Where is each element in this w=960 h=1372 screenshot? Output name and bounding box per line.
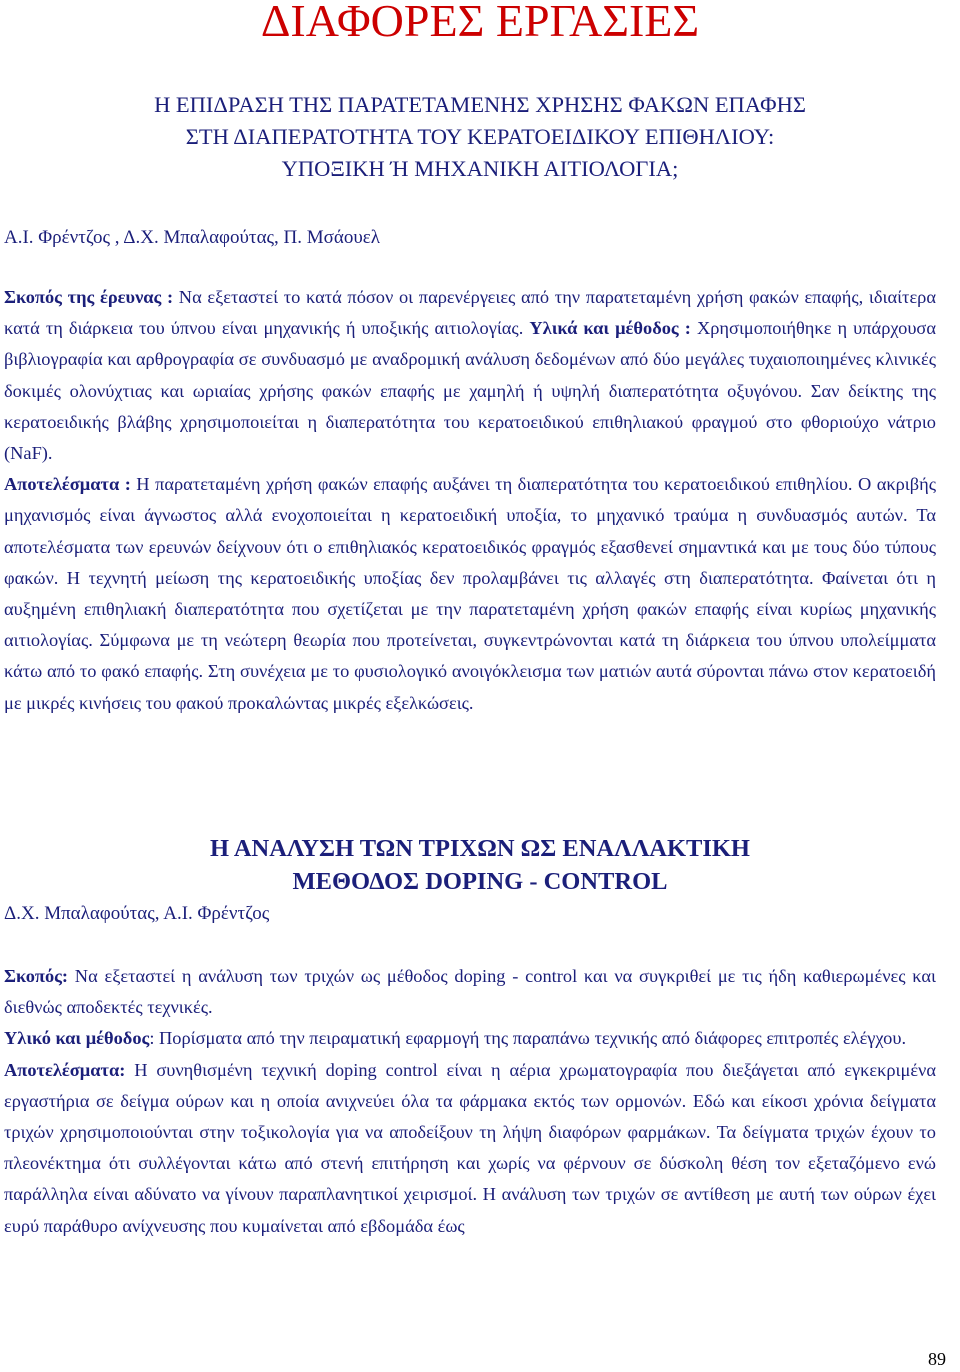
article1-aim-text: Να εξεταστεί το κατά πόσον οι παρενέργειες από την παρατεταμένη χρήση φακών επαφής, ιδιαίτερα κατά τη διάρκεια του ύπνου είναι μηχανικής ή υποξικής αιτιολογίας. (4, 287, 936, 339)
article1-results-text: Η παρατεταμένη χρήση φακών επαφής αυξάνει τη διαπερατότητα του κερατοειδικού επιθηλίου. Ο ακριβής μηχανισμός είναι άγνωστος αλλά ενοχοποιείται η κερατοειδική υποξία, το μηχανικό τραύμα η συνδυασμός αυτών. Τα αποτελέσματα των ερευνών δείχνουν ότι ο επιθηλιακός κερατοειδικός φραγμός εξασθενεί σημαντικά και με τους δύο τύπους φακών. Η τεχνητή μείωση της κερατοειδικής υποξίας δεν προλαμβάνει τις αλλαγές στη διαπερατότητα. Φαίνεται ότι η αυξημένη επιθηλιακή διαπερατότητα που σχετίζεται με την παρατεταμένη χρήση φακών επαφής είναι κυρίως μηχανικής αιτιολογίας. Σύμφωνα με τη νεώτερη θεωρία που προτείνεται, συγκεντρώνονται κατά τη διάρκεια του ύπνου υπολείμματα κάτω από το φακό επαφής. Στη συνέχεια με το φυσιολογικό ανοιγόκλεισμα των ματιών αυτά σύρονται πάνω στον κερατοειδή με μικρές κινήσεις του φακού προκαλώντας μικρές εξελκώσεις. (4, 474, 937, 713)
article1-aim-label: Σκοπός της έρευνας : (4, 287, 174, 307)
article2-title (0, 832, 960, 898)
article2-authors: Δ.Χ. Μπαλαφούτας, Α.Ι. Φρέντζος (4, 903, 270, 924)
article1-body (4, 282, 936, 719)
page-number: 89 (928, 1349, 946, 1369)
article1-authors: Α.Ι. Φρέντζος , Δ.Χ. Μπαλαφούτας, Π. Μσάουελ (4, 227, 380, 248)
article2-body (4, 961, 936, 1242)
article1-title (0, 89, 960, 185)
main-title: ΔΙΑΦΟΡΕΣ ΕΡΓΑΣΙΕΣ (260, 0, 700, 46)
article1-results-label: Αποτελέσματα : (4, 474, 131, 495)
article1-title-line: ΥΠΟΞΙΚΗ Ή ΜΗΧΑΝΙΚΗ ΑΙΤΙΟΛΟΓΙΑ; (281, 156, 679, 181)
article1-title-line: ΣΤΗ ΔΙΑΠΕΡΑΤΟΤΗΤΑ ΤΟΥ ΚΕΡΑΤΟΕΙΔΙΚΟΥ ΕΠΙΘΗΛΙΟΥ: (185, 124, 775, 149)
article2-results-label: Αποτελέσματα: (4, 1059, 126, 1080)
article1-method-label: Υλικά και μέθοδος : (529, 318, 691, 339)
article2-title-line: ΜΕΘΟΔΟΣ DOPING - CONTROL (292, 868, 668, 895)
article2-method-label: Υλικό και μέθοδος (4, 1028, 150, 1049)
article2-title-line: Η ΑΝΑΛΥΣΗ ΤΩΝ ΤΡΙΧΩΝ ΩΣ ΕΝΑΛΛΑΚΤΙΚΗ (209, 835, 750, 862)
article2-results-text: Η συνηθισμένη τεχνική doping control είναι η αέρια χρωματογραφία που διεξάγεται από εγκεκριμένα εργαστήρια σε δείγμα ούρων και η οποία ανιχνεύει όλα τα φάρμακα εκτός των ορμονών. Εδώ και είκοσι χρόνια δείγματα τριχών χρησιμοποιούνται στην τοξικολογία για να αποδείξουν τη λήψη διαφόρων φαρμάκων. Τα δείγματα τριχών έχουν το πλεονέκτημα ότι συλλέγονται κάτω από στενή επιτήρηση και χωρίς να φέρνουν σε δύσκολη θέση τον εξεταζόμενο ενώ παράλληλα είναι αδύνατο να γίνουν παραπλανητικοί χειρισμοί. Η ανάλυση των τριχών σε αντίθεση με αυτή των ούρων έχει ευρύ παράθυρο ανίχνευσης που κυμαίνεται από εβδομάδα έως (4, 1059, 936, 1236)
article1-method-text: Χρησιμοποιήθηκε η υπάρχουσα βιβλιογραφία και αρθρογραφία σε συνδυασμό με αναδρομική ανάλυση δεδομένων από δύο μεγάλες τυχαιοποιημένες κλινικές δοκιμές ολονύχτιας και ωριαίας χρήσης φακών επαφής με χαμηλή ή υψηλή διαπερατότητα οξυγόνου. Σαν δείκτης της κερατοειδικής βλάβης χρησιμοποιείται η διαπερατότητα του κερατοειδικού επιθηλιακού φραγμού στο φθοριούχο νάτριο (NaF). (4, 318, 936, 464)
article2-aim-label: Σκοπός: (4, 966, 69, 986)
article2-method-text: : Πορίσματα από την πειραματική εφαρμογή της παραπάνω τεχνικής από διάφορες επιτροπές ελέγχου. (149, 1028, 907, 1049)
article2-aim-text: Να εξεταστεί η ανάλυση των τριχών ως μέθοδος doping - control και να συγκριθεί με τις ήδη καθιερωμένες και διεθνώς αποδεκτές τεχνικές. (4, 966, 936, 1018)
article1-title-line: Η ΕΠΙΔΡΑΣΗ ΤΗΣ ΠΑΡΑΤΕΤΑΜΕΝΗΣ ΧΡΗΣΗΣ ΦΑΚΩΝ ΕΠΑΦΗΣ (154, 92, 806, 117)
